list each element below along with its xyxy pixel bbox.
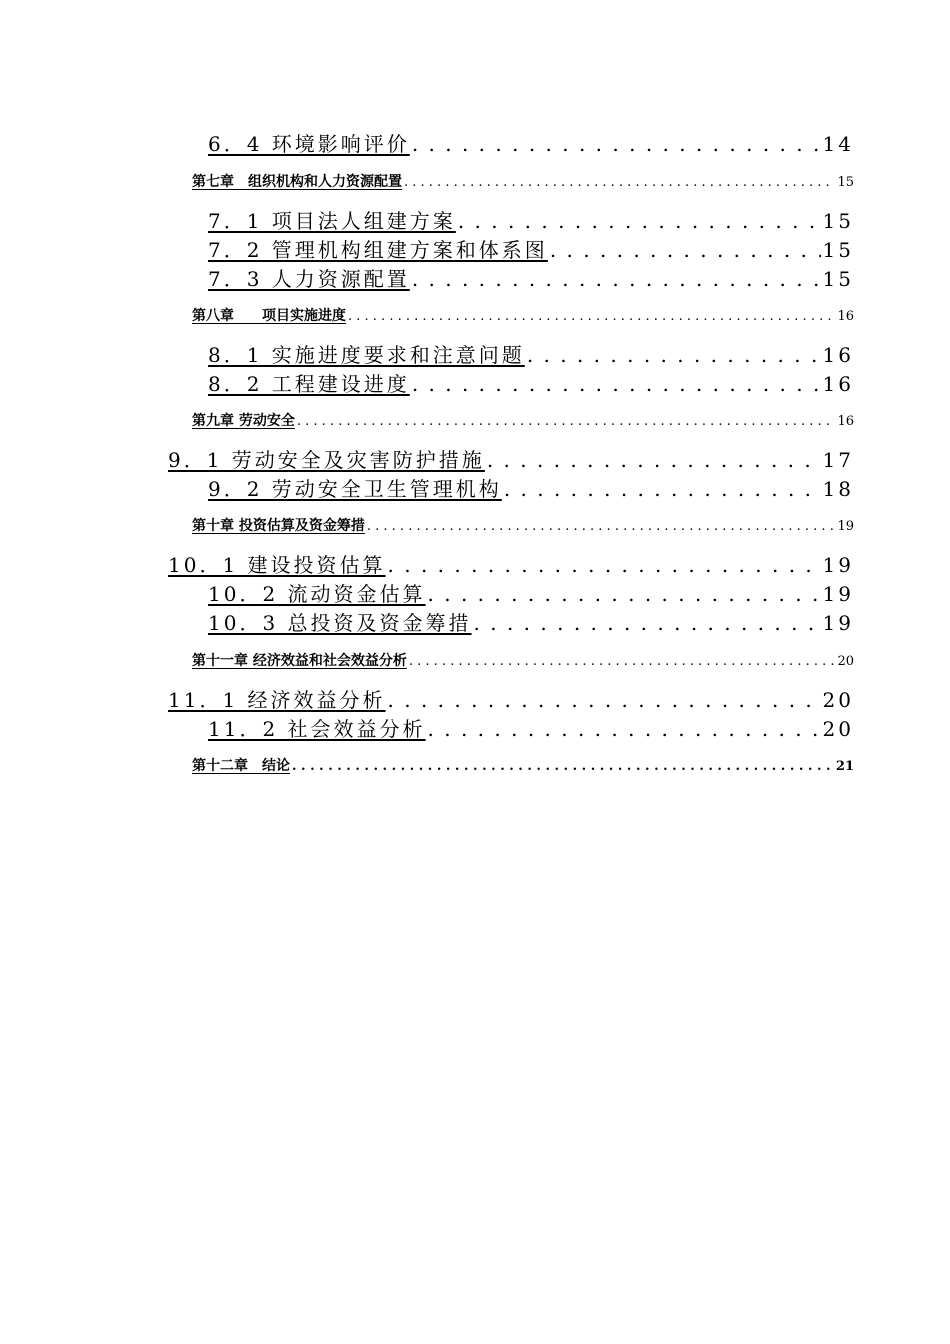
toc-leader [428,582,821,606]
toc-leader [412,132,821,156]
toc-entry[interactable] [208,473,854,502]
toc-entry-title: 第八章 项目实施进度 [192,308,346,324]
toc-entry-title: 6．4 环境影响评价 [208,132,410,156]
toc-entry-title: 9．2 劳动安全卫生管理机构 [208,477,502,501]
toc-entry[interactable] [192,171,854,191]
toc-page-number: 21 [835,759,854,774]
toc-page-number: 17 [822,448,854,472]
toc-entry[interactable] [168,549,854,578]
toc-leader [348,309,835,324]
toc-leader [504,477,821,501]
toc-entry[interactable] [208,607,854,636]
toc-leader [404,175,835,190]
toc-entry[interactable] [192,650,854,670]
toc-entry-title: 第九章 劳动安全 [192,413,295,429]
toc-page-number: 20 [822,717,854,741]
toc-leader [388,688,821,712]
toc-entry-title: 8．1 实施进度要求和注意问题 [208,343,525,367]
toc-entry-title: 10．1 建设投资估算 [168,553,386,577]
toc-entry-title: 7．2 管理机构组建方案和体系图 [208,238,548,262]
toc-leader [367,519,836,534]
toc-page-number: 19 [822,553,854,577]
toc-page-number: 19 [822,582,854,606]
toc-page-number: 19 [837,519,854,534]
toc-entry-title: 11．1 经济效益分析 [168,688,386,712]
toc-leader [412,372,821,396]
toc-leader [297,414,836,429]
toc-leader [428,717,821,741]
toc-entry-title: 第七章 组织机构和人力资源配置 [192,174,402,190]
toc-entry[interactable] [192,305,854,325]
toc-entry[interactable] [168,684,854,713]
toc-page-number: 15 [822,238,854,262]
toc-page-number: 16 [837,309,854,324]
toc-entry[interactable] [208,713,854,742]
toc-leader [474,611,821,635]
toc-page-number: 19 [822,611,854,635]
toc-entry[interactable] [208,128,854,157]
toc-leader [292,759,834,774]
toc-entry-title: 11．2 社会效益分析 [208,717,426,741]
toc-page-number: 16 [837,414,854,429]
toc-page-number: 18 [822,477,854,501]
toc-entry-title: 10．3 总投资及资金筹措 [208,611,472,635]
toc-leader [487,448,821,472]
toc-page-number: 15 [837,175,854,190]
toc-entry[interactable] [208,368,854,397]
toc-entry[interactable] [168,444,854,473]
toc-entry-title: 第十章 投资估算及资金筹措 [192,518,365,534]
toc-entry[interactable] [208,578,854,607]
toc-entry[interactable] [208,234,854,263]
toc-entry[interactable] [208,205,854,234]
toc-page-number: 16 [822,372,854,396]
toc-entry-title: 第十二章 结论 [192,758,290,774]
toc-page-number: 14 [822,132,854,156]
toc-entry-title: 第十一章 经济效益和社会效益分析 [192,653,407,669]
toc-entry-title: 8．2 工程建设进度 [208,372,410,396]
toc-page-number: 20 [837,654,854,669]
toc-page-number: 16 [822,343,854,367]
toc-entry-title: 10．2 流动资金估算 [208,582,426,606]
toc-page-number: 15 [822,209,854,233]
toc-entry[interactable] [192,515,854,535]
toc-entry-title: 7．1 项目法人组建方案 [208,209,456,233]
toc-page-number: 20 [822,688,854,712]
toc-entry[interactable] [192,755,854,775]
toc-entry[interactable] [208,339,854,368]
toc-leader [412,267,821,291]
toc-entry-title: 9．1 劳动安全及灾害防护措施 [168,448,485,472]
toc-leader [388,553,821,577]
toc-leader [409,654,836,669]
toc-entry[interactable] [192,410,854,430]
toc-page-number: 15 [822,267,854,291]
toc-leader [458,209,821,233]
toc-leader [527,343,821,367]
toc-leader [550,238,821,262]
toc-entry-title: 7．3 人力资源配置 [208,267,410,291]
toc-entry[interactable] [208,263,854,292]
